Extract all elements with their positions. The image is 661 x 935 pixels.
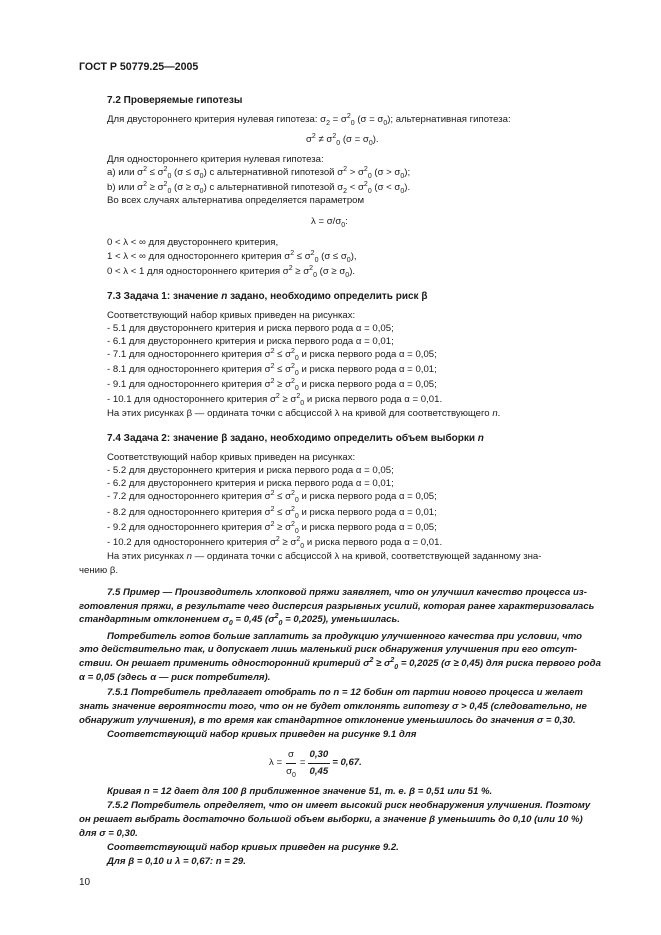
s75-line-15: для σ = 0,30. [79, 828, 138, 839]
lambda-fraction-formula: λ = $\frac{\sigma}{\sigma_0}$ = $\frac{0,30}{0,45}$ = 0,67. [269, 749, 362, 779]
s75-line-13: 7.5.2 Потребитель определяет, что он имеет высокий риск необнаружения улучшения. Поэтому [107, 800, 591, 811]
s75-line-12: Кривая n = 12 дает для 100 β приближенное значение 51, т. е. β = 0,51 или 51 %. [107, 786, 493, 797]
formula-lambda: λ = [269, 757, 283, 769]
formula-result: = 0,67. [332, 757, 362, 769]
section-7-3-title: 7.3 Задача 1: значение n задано, необходимо определить риск β [107, 291, 428, 302]
s75-line-5: это действительно так, и допускает лишь маленький риск обнаружения улучшения при его отсут- [79, 644, 578, 655]
s75-line-3: стандартным отклонением $\sigma_0 = 0,45$ $(\sigma^2_0 = 0,2025)$, уменьшилась. [79, 612, 400, 627]
s75-line-4: Потребитель готов больше заплатить за продукцию улучшенного качества при условии, что [107, 631, 583, 642]
s74-outro-line2: чению β. [79, 565, 119, 576]
s72-range-two-sided: 0 < λ < ∞ для двустороннего критерия, [107, 237, 279, 248]
s75-line-6: ствии. Он решает применить односторонний критерий $\sigma^2 \ge \sigma^2_0 = 0,2025$ (σ ≥ 0,45) для риска первого рода [79, 656, 601, 671]
s75-line-17: Для β = 0,10 и λ = 0,67: n = 29. [107, 856, 246, 867]
s75-line-2: готовления пряжи, в результате чего дисперсия разрывных усилий, которая ранее характеризовалась [79, 601, 595, 612]
standard-header: ГОСТ Р 50779.25—2005 [79, 61, 199, 73]
s74-item-6-2: - 6.2 для двустороннего критерия и риска первого рода α = 0,01; [107, 478, 394, 489]
s73-outro: На этих рисунках β — ордината точки с абсциссой λ на кривой для соответствующего n. [107, 408, 501, 419]
s75-line-7: α = 0,05 (здесь α — риск потребителя). [79, 672, 271, 683]
s75-line-14: он решает выбрать достаточно большой объем выборки, а значение β уменьшить до 0,10 (или 10 %) [79, 814, 583, 825]
s73-intro: Соответствующий набор кривых приведен на рисунках: [107, 310, 356, 321]
fraction-values: $\frac{0,30}{0,45}$ [309, 749, 329, 777]
s74-item-7-2: - 7.2 для одностороннего критерия $\sigma^2 \le \sigma^2_0$ и риска первого рода α = 0,05; [107, 489, 437, 504]
s72-line-two-sided-alt: $\sigma^2 \ne \sigma^2_0$ $(\sigma = \sigma_0)$. [306, 132, 379, 147]
s73-item-10-1: - 10.1 для одностороннего критерия $\sigma^2 \ge \sigma^2_0$ и риска первого рода α = 0,01. [107, 392, 443, 407]
s72-line-option-a: а) или $\sigma^2 \le \sigma^2_0$ $(\sigma \le \sigma_0)$ с альтернативной гипотезой $\sigma^2 > \sigma^2_0$ $(\sigma > \sigma_0)$; [107, 165, 411, 180]
s74-item-9-2: - 9.2 для одностороннего критерия $\sigma^2 \ge \sigma^2_0$ и риска первого рода α = 0,05; [107, 520, 437, 535]
s74-intro: Соответствующий набор кривых приведен на рисунках: [107, 452, 356, 463]
s72-line-alternative-param: Во всех случаях альтернатива определяется параметром [107, 195, 365, 206]
s75-line-1: 7.5 Пример — Производитель хлопковой пряжи заявляет, что он улучшил качество процесса из- [107, 587, 587, 598]
section-7-2-title: 7.2 Проверяемые гипотезы [107, 95, 243, 106]
s75-line-8: 7.5.1 Потребитель предлагает отобрать по n = 12 бобин от партии нового процесса и желает [107, 687, 583, 698]
s74-item-8-2: - 8.2 для одностороннего критерия $\sigma^2 \le \sigma^2_0$ и риска первого рода α = 0,01; [107, 505, 437, 520]
section-7-4-title: 7.4 Задача 2: значение β задано, необходимо определить объем выборки n [107, 433, 484, 444]
s72-lambda-formula: $\lambda = \sigma/\sigma_0$: [311, 216, 348, 229]
s72-range-one-sided-ge: 0 < λ < 1 для одностороннего критерия $\sigma^2 \ge \sigma^2_0$ $(\sigma \ge \sigma_0)$. [107, 264, 356, 279]
s72-line-option-b: b) или $\sigma^2 \ge \sigma^2_0$ $(\sigma \ge \sigma_0)$ с альтернативной гипотезой $\sigma_2 < \sigma^2_0$ $(\sigma < \sigma_0)$. [107, 180, 411, 195]
s74-item-5-2: - 5.2 для двустороннего критерия и риска первого рода α = 0,05; [107, 465, 394, 476]
s73-item-7-1: - 7.1 для одностороннего критерия $\sigma^2 \le \sigma^2_0$ и риска первого рода α = 0,05; [107, 347, 437, 362]
s75-line-10: обнаружит улучшения), в то время как стандартное отклонение уменьшилось до значения σ = 0,30. [79, 715, 576, 726]
s74-outro-line1: На этих рисунках n — ордината точки с абсциссой λ на кривой, соответствующей заданному зна- [107, 551, 542, 562]
s72-line-one-sided-intro: Для одностороннего критерия нулевая гипотеза: [107, 154, 324, 165]
fraction-sigma-ratio: $\frac{\sigma}{\sigma_0}$ [286, 749, 296, 779]
s73-item-9-1: - 9.1 для одностороннего критерия $\sigma^2 \ge \sigma^2_0$ и риска первого рода α = 0,05; [107, 377, 437, 392]
s72-range-one-sided-le: 1 < λ < ∞ для одностороннего критерия $\sigma^2 \le \sigma^2_0$ $(\sigma \le \sigma_0)$, [107, 249, 357, 264]
s75-line-9: знать значение вероятности того, что он не будет отклонять гипотезу σ > 0,45 (следовательно, не [79, 701, 587, 712]
s75-line-11: Соответствующий набор кривых приведен на рисунке 9.1 для [107, 729, 417, 740]
s73-item-6-1: - 6.1 для двустороннего критерия и риска первого рода α = 0,01; [107, 336, 394, 347]
s73-item-5-1: - 5.1 для двустороннего критерия и риска первого рода α = 0,05; [107, 323, 394, 334]
page-number: 10 [79, 877, 91, 888]
s72-line-two-sided-null: Для двустороннего критерия нулевая гипотеза: $\sigma_2 = \sigma^2_0$ $(\sigma = \sigma_0)$; альтернативная гипотеза: [107, 112, 511, 127]
s73-item-8-1: - 8.1 для одностороннего критерия $\sigma^2 \le \sigma^2_0$ и риска первого рода α = 0,01; [107, 362, 437, 377]
s75-line-16: Соответствующий набор кривых приведен на рисунке 9.2. [107, 842, 399, 853]
s74-item-10-2: - 10.2 для одностороннего критерия $\sigma^2 \ge \sigma^2_0$ и риска первого рода α = 0,01. [107, 535, 443, 550]
